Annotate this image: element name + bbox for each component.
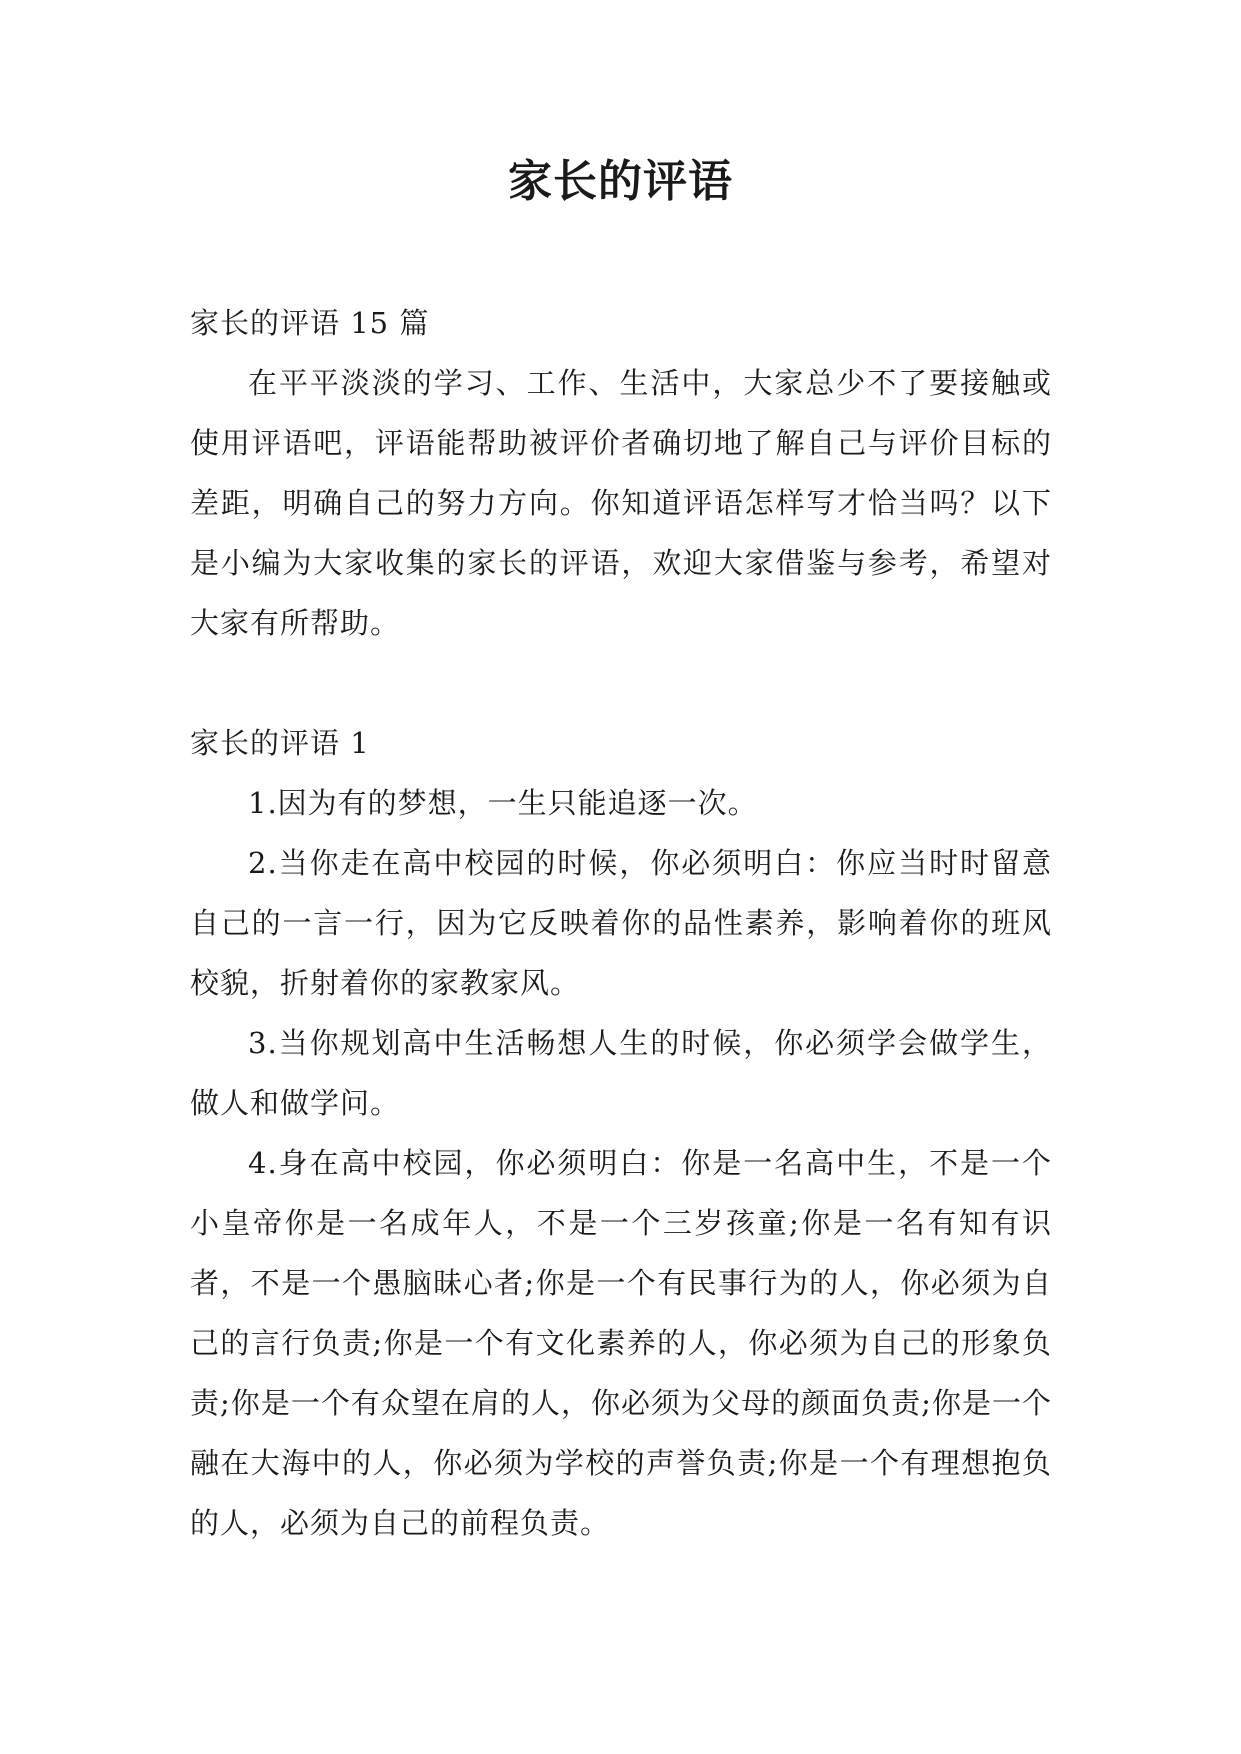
list-item: 3.当你规划高中生活畅想人生的时候，你必须学会做学生，做人和做学问。 [190,1026,1052,1120]
document-subtitle: 家长的评语 15 篇 [190,306,430,340]
section-heading: 家长的评语 1 [190,726,370,760]
intro-paragraph: 在平平淡淡的学习、工作、生活中，大家总少不了要接触或使用评语吧，评语能帮助被评价者确切地了解自己与评价目标的差距，明确自己的努力方向。你知道评语怎样写才恰当吗？以下是小编为大家收集的家长的评语，欢迎大家借鉴与参考，希望对大家有所帮助。 [190,366,1052,640]
list-item: 1.因为有的梦想，一生只能追逐一次。 [248,786,758,820]
section-spacer [190,653,1052,713]
list-item: 2.当你走在高中校园的时候，你必须明白：你应当时时留意自己的一言一行，因为它反映着你的品性素养，影响着你的班风校貌，折射着你的家教家风。 [190,846,1052,1000]
list-item: 4.身在高中校园，你必须明白：你是一名高中生，不是一个小皇帝你是一名成年人，不是一个三岁孩童;你是一名有知有识者，不是一个愚脑昧心者;你是一个有民事行为的人，你必须为自己的言行负责;你是一个有文化素养的人，你必须为自己的形象负责;你是一个有众望在肩的人，你必须为父母的颜面负责;你是一个融在大海中的人，你必须为学校的声誉负责;你是一个有理想抱负的人，必须为自己的前程负责。 [190,1146,1052,1540]
page-title: 家长的评语 [508,156,733,207]
document-body [190,293,1052,1553]
